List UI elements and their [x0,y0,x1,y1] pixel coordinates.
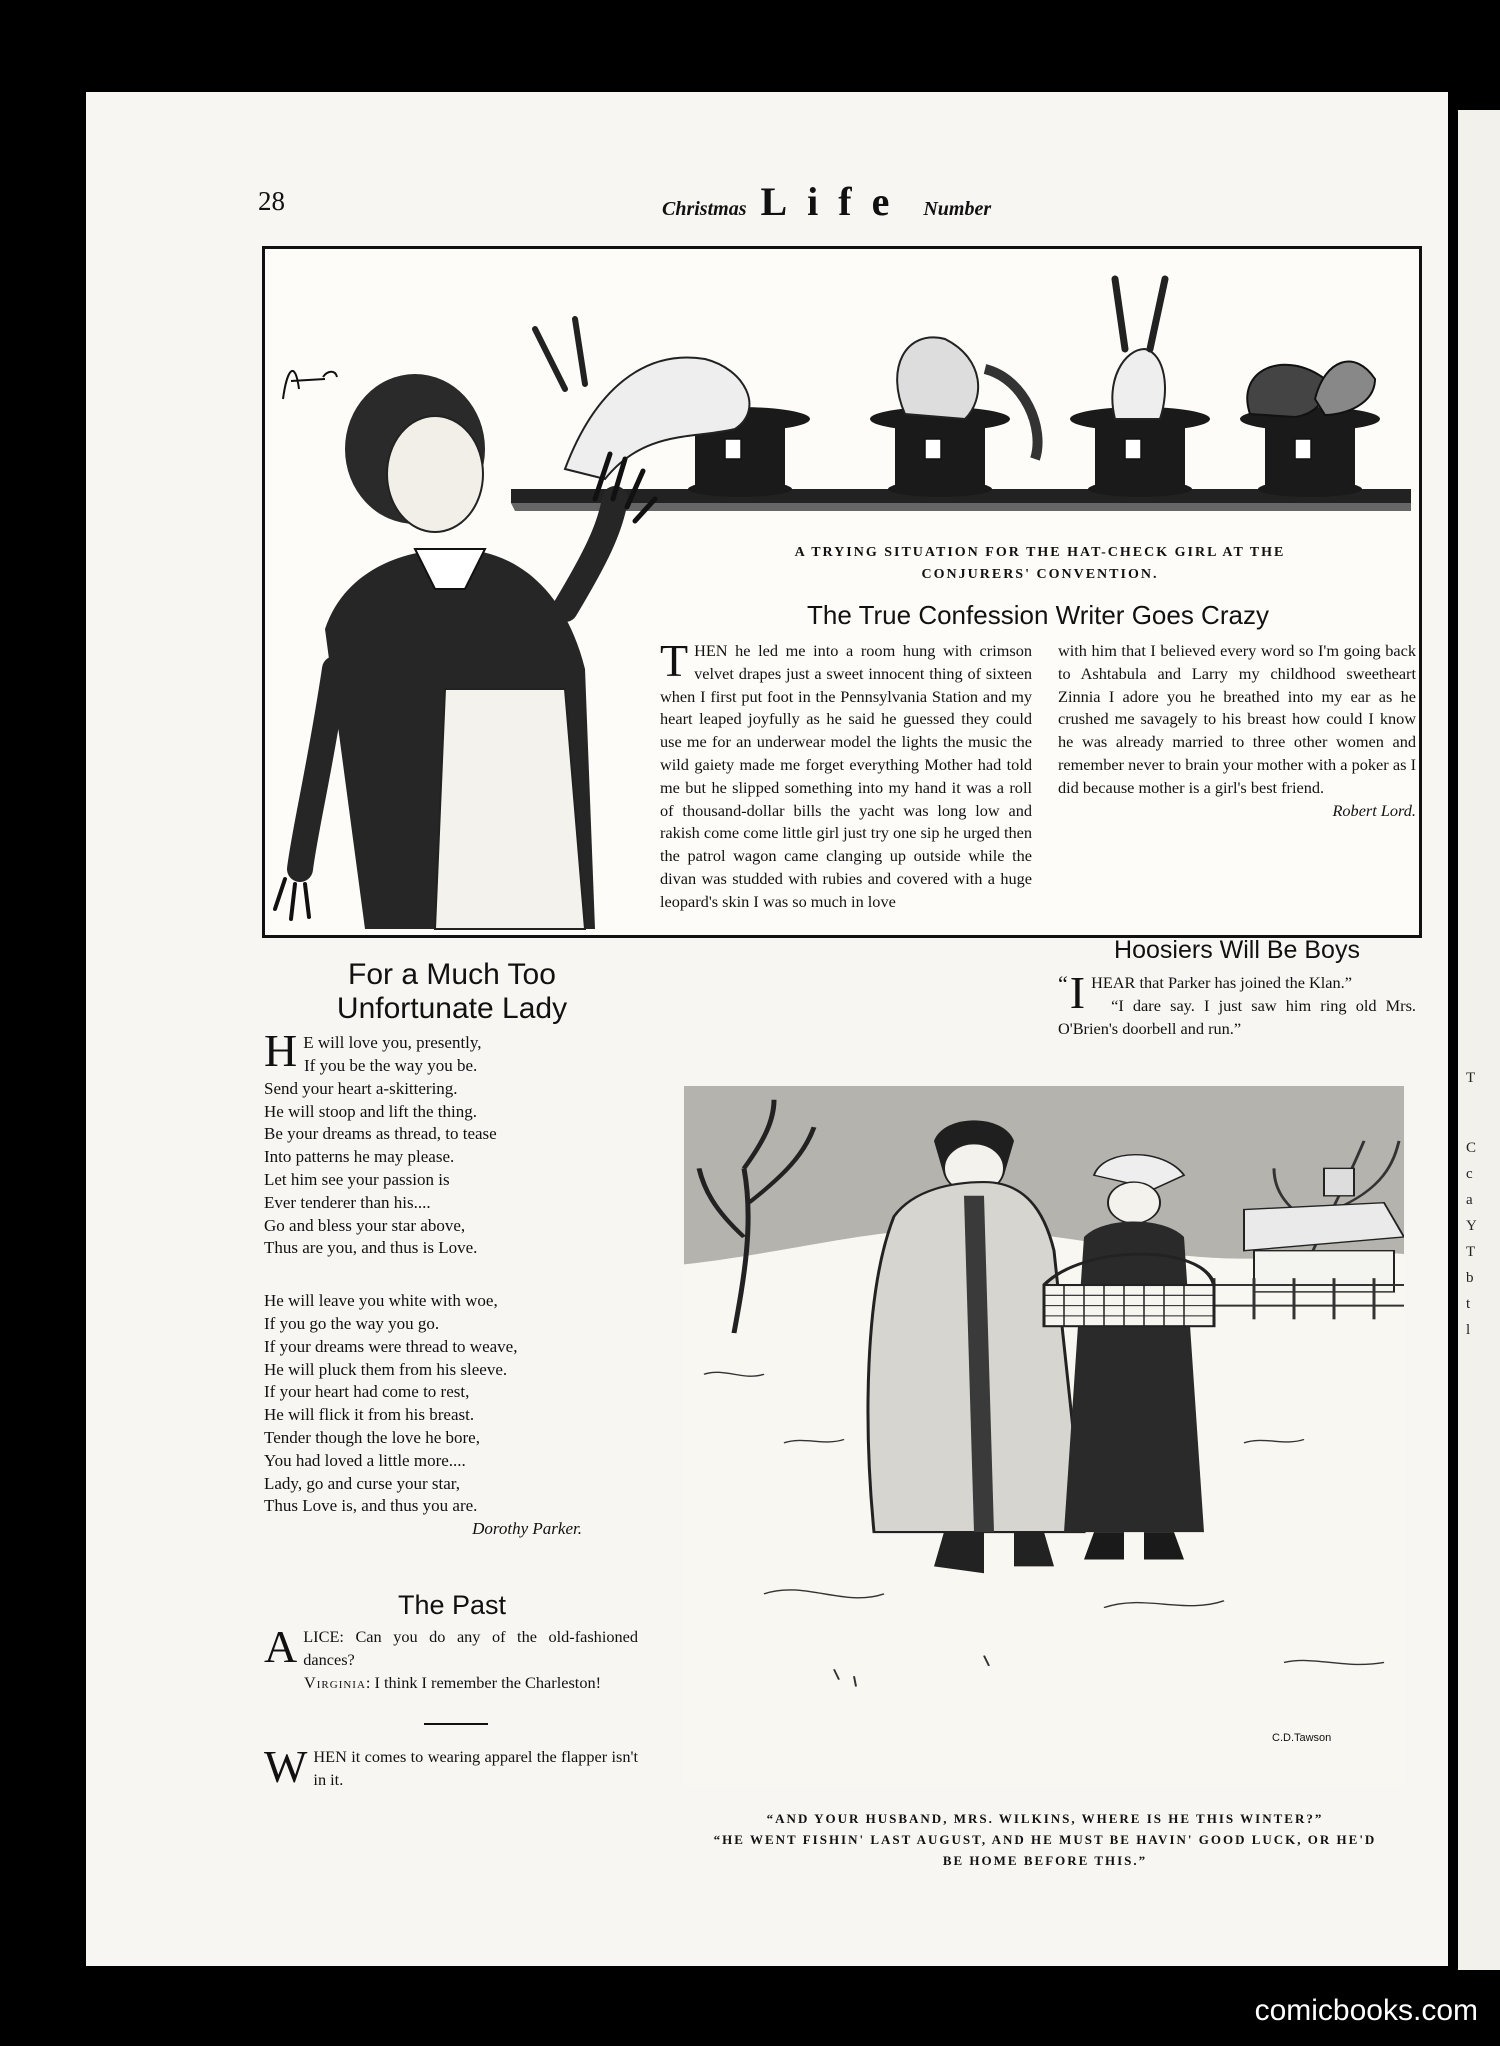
bottom-caption-line1: “AND YOUR HUSBAND, MRS. WILKINS, WHERE IS HE THIS WINTER?” [766,1811,1324,1826]
hoosiers-text [1058,967,1416,1040]
flapper-text [264,1741,638,1792]
bottom-illustration-area [684,1086,1404,1786]
hoosiers-dropcap: I [1069,967,1086,1018]
poem-line: Be your dreams as thread, to tease [264,1124,497,1144]
poem-line: He will stoop and lift the thing. [264,1101,477,1121]
confession-dropcap: T [660,635,689,686]
poem-line: Thus are you, and thus is Love. [264,1238,478,1258]
bottom-caption-line2: “HE WENT FISHIN' LAST AUGUST, AND HE MUST BE HAVIN' GOOD LUCK, OR HE'D [713,1832,1377,1847]
winter-scene-illustration [684,1086,1404,1786]
hoosiers-line1: HEAR that Parker has joined the Klan.” [1091,973,1352,992]
poem-line: If your dreams were thread to weave, [264,1336,518,1356]
poem-author: Dorothy Parker. [472,1519,582,1539]
poem-line: You had loved a little more.... [264,1450,466,1470]
fragment-letter: T [1466,1244,1476,1260]
poem-body [264,1025,644,1541]
poem-line: He will pluck them from his sleeve. [264,1359,508,1379]
poem-line: Into patterns he may please. [264,1147,455,1167]
confession-column-1 [660,635,1032,914]
confession-column-2 [1058,640,1416,822]
poem-line: If you go the way you go. [264,1313,440,1333]
masthead [662,178,991,225]
top-caption-line1: A TRYING SITUATION FOR THE HAT-CHECK GIRL AT THE [794,545,1286,560]
past-alice: LICE: Can you do any of the old-fashioned dances? [303,1627,638,1669]
poem-line: Go and bless your star above, [264,1215,466,1235]
hoosiers-line2: “I dare say. I just saw him ring old Mrs. O'Brien's doorbell and run.” [1058,995,1416,1038]
past-title: The Past [397,1590,507,1620]
poem-line: Tender though the love he bore, [264,1427,480,1447]
divider-rule [424,1723,488,1725]
site-watermark: comicbooks.com [1254,1994,1478,2027]
past-dropcap: A [264,1621,298,1672]
poem-line: Ever tenderer than his.... [264,1192,431,1212]
past-virginia [264,1672,638,1695]
confession-author: Robert Lord. [1332,800,1416,820]
fragment-letter: t [1466,1296,1471,1312]
top-caption-line2: CONJURERS' CONVENTION. [921,567,1159,582]
poem-title-line1: For a Much Too [348,958,556,991]
poem-line: He will flick it from his breast. [264,1405,475,1425]
facing-page-edge [1458,110,1500,1970]
poem-line: He will leave you white with woe, [264,1291,498,1311]
past-text [264,1621,638,1694]
hoosiers-open-quote: “ [1058,971,1068,996]
fragment-letter: b [1466,1270,1474,1286]
masthead-christmas: Christmas [662,198,747,220]
poem-title [262,958,642,1026]
poem-line: Thus Love is, and thus you are. [264,1496,478,1516]
fragment-letter: c [1466,1166,1473,1182]
flapper-line: HEN it comes to wearing apparel the flapper isn't in it. [313,1747,638,1789]
confession-text-1: HEN he led me into a room hung with crimson velvet drapes just a sweet innocent thing of sixteen when I first put foot in the Pennsylvania Station and my heart leaped joyfully as he said he guessed they could use me for an underwear model the lights the music the wild gaiety made me forget everything Mother had told me but he slipped something into my hand it was a roll of thousand-dollar bills the yacht was long low and rakish come come little girl just try one sip he urged then the patrol wagon came clanging up outside while the divan was studded with rubies and covered with a huge leopard's skin I was so much in love [660,641,1032,911]
bottom-caption-line3: BE HOME BEFORE THIS.” [942,1853,1148,1868]
poem-line: Lady, go and curse your star, [264,1473,461,1493]
fragment-letter: Y [1466,1218,1477,1234]
flapper-dropcap: W [264,1741,308,1792]
poem-line: Send your heart a-skittering. [264,1078,458,1098]
virginia-line: : I think I remember the Charleston! [365,1672,602,1692]
fragment-letter: T [1466,1070,1476,1086]
hoosiers-title: Hoosiers Will Be Boys [1114,936,1360,964]
poem-title-line2: Unfortunate Lady [336,992,568,1025]
poem-dropcap: H [264,1025,298,1076]
masthead-life: Life [760,179,910,224]
fragment-letter: a [1466,1192,1473,1208]
masthead-number: Number [923,198,992,220]
bottom-caption-block [650,1808,1440,1871]
top-caption [680,542,1400,586]
fragment-letter: l [1466,1322,1471,1338]
page-number: 28 [258,186,285,216]
virginia-name: Virginia [304,1672,366,1692]
poem-line: If you be the way you be. [304,1056,478,1075]
poem-line: If your heart had come to rest, [264,1382,470,1402]
confession-title: The True Confession Writer Goes Crazy [807,600,1269,630]
poem-line: Let him see your passion is [264,1169,450,1189]
confession-text-2: with him that I believed every word so I'm going back to Ashtabula and Larry my childhood sweetheart Zinnia I adore you he breathed into my ear as he crushed me savagely to his breast how could I know he was already married to three other women and remember never to brain your mother with a poker as I did because mother is a girl's best friend. [1058,641,1416,797]
poem-line: E will love you, presently, [303,1033,482,1052]
artist-signature: C.D.Tawson [1272,1732,1332,1744]
fragment-letter: C [1466,1140,1477,1156]
